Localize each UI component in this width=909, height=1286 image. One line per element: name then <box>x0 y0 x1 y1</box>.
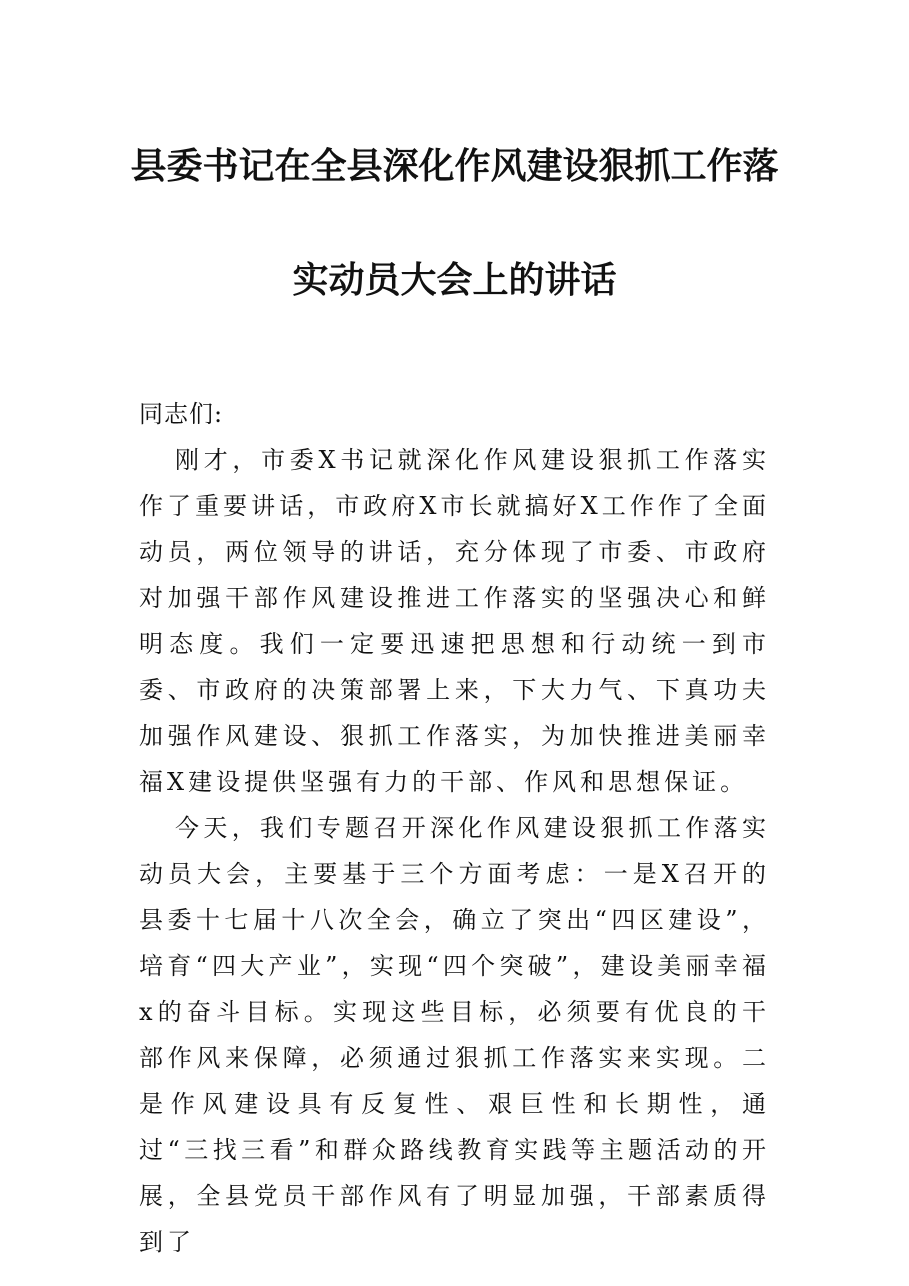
document-title-line-1: 县委书记在全县深化作风建设狠抓工作落 <box>130 145 779 187</box>
document-title-line-2: 实动员大会上的讲话 <box>292 259 617 301</box>
document-body <box>139 391 770 1265</box>
paragraph-2: 今天，我们专题召开深化作风建设狠抓工作落实动员大会，主要基于三个方面考虑：一是X召开的县委十七届十八次全会，确立了突出“四区建设”，培育“四大产业”，实现“四个突破”，建设美丽幸福x的奋斗目标。实现这些目标，必须要有优良的干部作风来保障，必须通过狠抓工作落实来实现。二是作风建设具有反复性、艰巨性和长期性，通过“三找三看”和群众路线教育实践等主题活动的开展，全县党员干部作风有了明显加强，干部素质得到了 <box>139 814 770 1256</box>
paragraph-1: 刚才，市委X书记就深化作风建设狠抓工作落实作了重要讲话，市政府X市长就搞好X工作作了全面动员，两位领导的讲话，充分体现了市委、市政府对加强干部作风建设推进工作落实的坚强决心和鲜明态度。我们一定要迅速把思想和行动统一到市委、市政府的决策部署上来，下大力气、下真功夫加强作风建设、狠抓工作落实，为加快推进美丽幸福X建设提供坚强有力的干部、作风和思想保证。 <box>139 446 770 796</box>
salutation: 同志们: <box>139 400 224 428</box>
